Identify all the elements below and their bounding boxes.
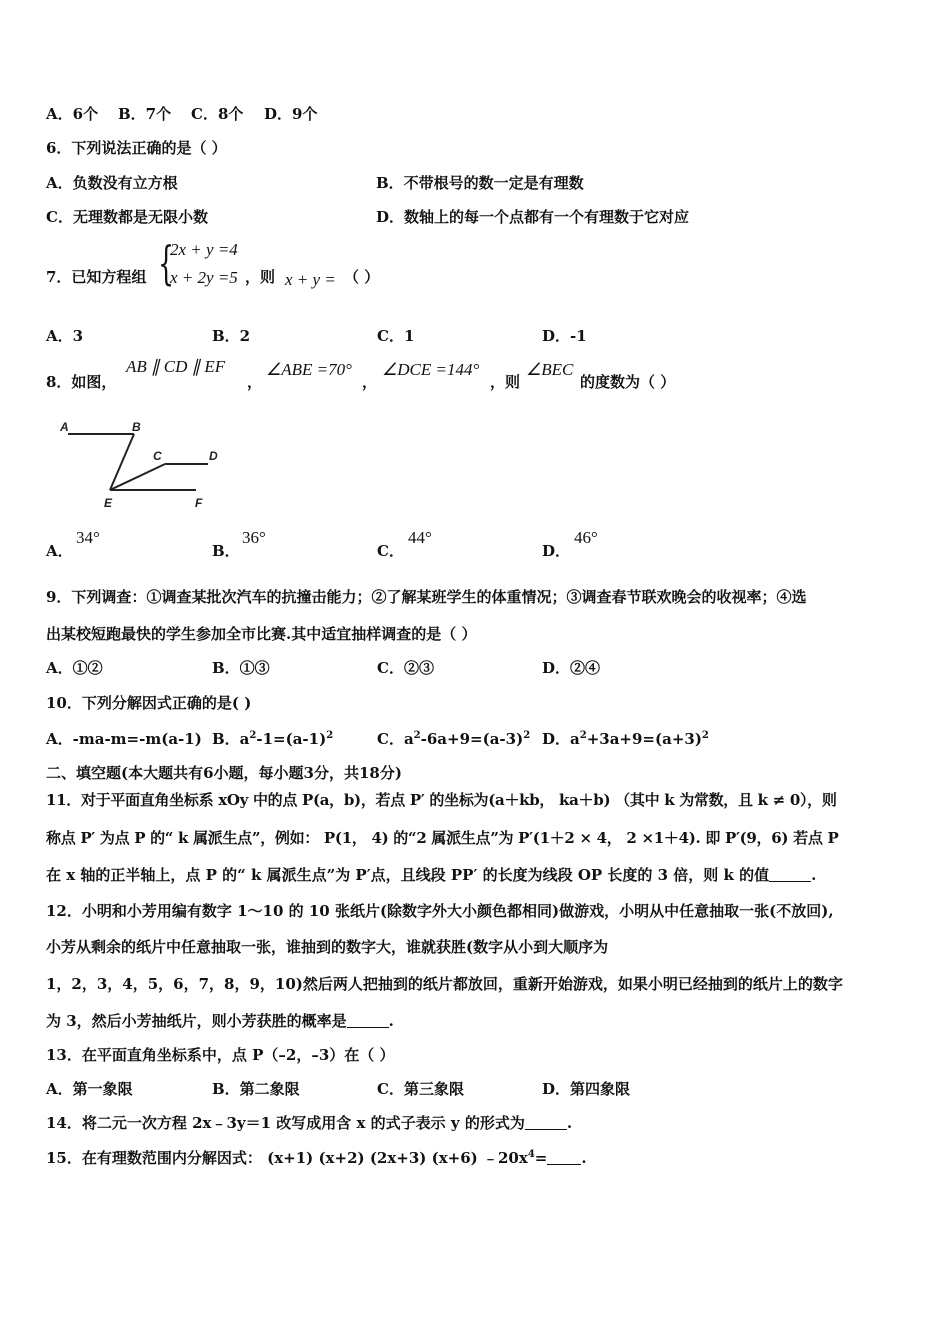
q12-line-4: 为 3，然后小芳抽纸片，则小芳获胜的概率是 . (46, 1012, 394, 1030)
q7-stem: 7．已知方程组 (46, 268, 147, 286)
q8-condition-parallel: AB ∥ CD ∥ EF (126, 357, 226, 376)
q8-option-b-value: 36° (242, 528, 266, 547)
q6-option-b: B．不带根号的数一定是有理数 (376, 174, 584, 192)
q7-option-b: B．2 (212, 327, 251, 345)
q10-option-d: D．$a^2+3a+9=(a+3)^2$ (542, 730, 709, 748)
q9-option-d: D．②④ (542, 659, 601, 677)
q8-comma-2: ， (362, 373, 378, 391)
q14-line: 14．将二元一次方程 2x﹣3y＝1 改写成用含 x 的式子表示 y 的形式为 . (46, 1114, 573, 1132)
q13-option-b: B．第二象限 (212, 1080, 300, 1098)
q7-brace: { (158, 236, 175, 290)
q8-option-b-letter: B． (212, 542, 240, 560)
q8-condition-angle-abe: ∠ABE =70° (266, 360, 352, 379)
q8-stem: 8．如图， (46, 373, 117, 391)
q11-line-1: 11．对于平面直角坐标系 xOy 中的点 P(a，b)，若点 P′ 的坐标为(a＋kb， ka＋b) （其中 k 为常数，且 k ≠ 0），则 (46, 791, 837, 809)
q13-option-c: C．第三象限 (377, 1080, 464, 1098)
q8-target-angle: ∠BEC (526, 360, 574, 379)
q13-option-d: D．第四象限 (542, 1080, 631, 1098)
q5-option-a: A．6个 (46, 105, 99, 123)
q12-line-1: 12．小明和小芳用编有数字 1～10 的 10 张纸片(除数字外大小颜色都相同)做游戏，小明从中任意抽取一张(不放回), (46, 902, 834, 920)
q8-then: ，则 (490, 373, 521, 391)
q11-line-3: 在 x 轴的正半轴上，点 P 的“ k 属派生点”为 P′点，且线段 PP′ 的长度为线段 OP 长度的 3 倍，则 k 的值 . (46, 866, 817, 884)
label-b: B (132, 420, 141, 434)
q7-paren: （ ） (344, 268, 380, 286)
q9-option-a: A．①② (46, 659, 103, 677)
q10-option-a: A．-ma-m=-m(a-1) (46, 730, 202, 748)
q15-answer-blank[interactable] (547, 1150, 581, 1165)
q14-answer-blank[interactable] (525, 1115, 567, 1130)
q8-option-d-letter: D． (542, 542, 571, 560)
q7-then: ，则 (245, 268, 276, 286)
segment-be (110, 434, 134, 490)
q9-option-b: B．①③ (212, 659, 270, 677)
q11-answer-blank[interactable] (769, 867, 811, 882)
q10-stem: 10．下列分解因式正确的是( ) (46, 694, 252, 712)
q7-option-a: A．3 (46, 327, 84, 345)
q6-option-c: C．无理数都是无限小数 (46, 208, 208, 226)
q6-stem: 6．下列说法正确的是（ ） (46, 139, 227, 157)
q8-tail: 的度数为（ ） (580, 373, 676, 391)
q9-line-2: 出某校短跑最快的学生参加全市比赛.其中适宜抽样调查的是（ ） (46, 625, 477, 643)
label-f: F (195, 496, 203, 510)
q12-answer-blank[interactable] (347, 1013, 389, 1028)
q10-option-b: B．$a^2-1=(a-1)^2$ (212, 730, 334, 748)
label-c: C (153, 449, 162, 463)
q13-stem: 13．在平面直角坐标系中，点 P（–2，–3）在（ ） (46, 1046, 395, 1064)
q7-equation-1: 2x + y =4 (170, 240, 238, 259)
q5-option-d: D．9个 (264, 105, 318, 123)
q11-line-2: 称点 P′ 为点 P 的“ k 属派生点”，例如： P(1， 4) 的“2 属派生点”为 P′(1＋2 × 4， 2 ×1＋4). 即 P′(9，6) 若点 P (46, 829, 839, 847)
q6-option-a: A．负数没有立方根 (46, 174, 178, 192)
q9-line-1: 9．下列调查：①调查某批次汽车的抗撞击能力；②了解某班学生的体重情况；③调查春节联欢晚会的收视率；④选 (46, 588, 807, 606)
q8-option-d-value: 46° (574, 528, 598, 547)
q6-option-d: D．数轴上的每一个点都有一个有理数于它对应 (376, 208, 690, 226)
q8-option-c-value: 44° (408, 528, 432, 547)
segment-ec (110, 464, 165, 490)
q7-equation-2: x + 2y =5 (170, 268, 238, 287)
q8-condition-angle-dce: ∠DCE =144° (382, 360, 480, 379)
q5-option-b: B．7个 (118, 105, 172, 123)
q8-option-c-letter: C． (377, 542, 404, 560)
q13-option-a: A．第一象限 (46, 1080, 133, 1098)
q9-option-c: C．②③ (377, 659, 434, 677)
q8-option-a-letter: A． (46, 542, 73, 560)
q12-line-3: 1，2，3，4，5，6，7，8，9，10)然后两人把抽到的纸片都放回，重新开始游戏，如果小明已经抽到的纸片上的数字 (46, 975, 843, 993)
q7-expression: x + y = (285, 270, 336, 289)
q8-option-a-value: 34° (76, 528, 100, 547)
q10-option-c: C．$a^2-6a+9=(a-3)^2$ (377, 730, 531, 748)
q8-comma-1: ， (247, 373, 263, 391)
q12-line-2: 小芳从剩余的纸片中任意抽取一张，谁抽到的数字大，谁就获胜(数字从小到大顺序为 (46, 938, 609, 956)
label-e: E (104, 496, 113, 510)
label-a: A (60, 420, 69, 434)
q7-option-c: C．1 (377, 327, 415, 345)
label-d: D (209, 449, 218, 463)
q7-option-d: D．-1 (542, 327, 587, 345)
q5-option-c: C．8个 (191, 105, 244, 123)
q15-line: 15．在有理数范围内分解因式： (x+1) (x+2) (2x+3) (x+6) $﹣20x^4=$ . (46, 1149, 587, 1167)
q8-figure (50, 412, 240, 517)
section-2-heading: 二、填空题(本大题共有6小题，每小题3分，共18分) (46, 764, 402, 782)
